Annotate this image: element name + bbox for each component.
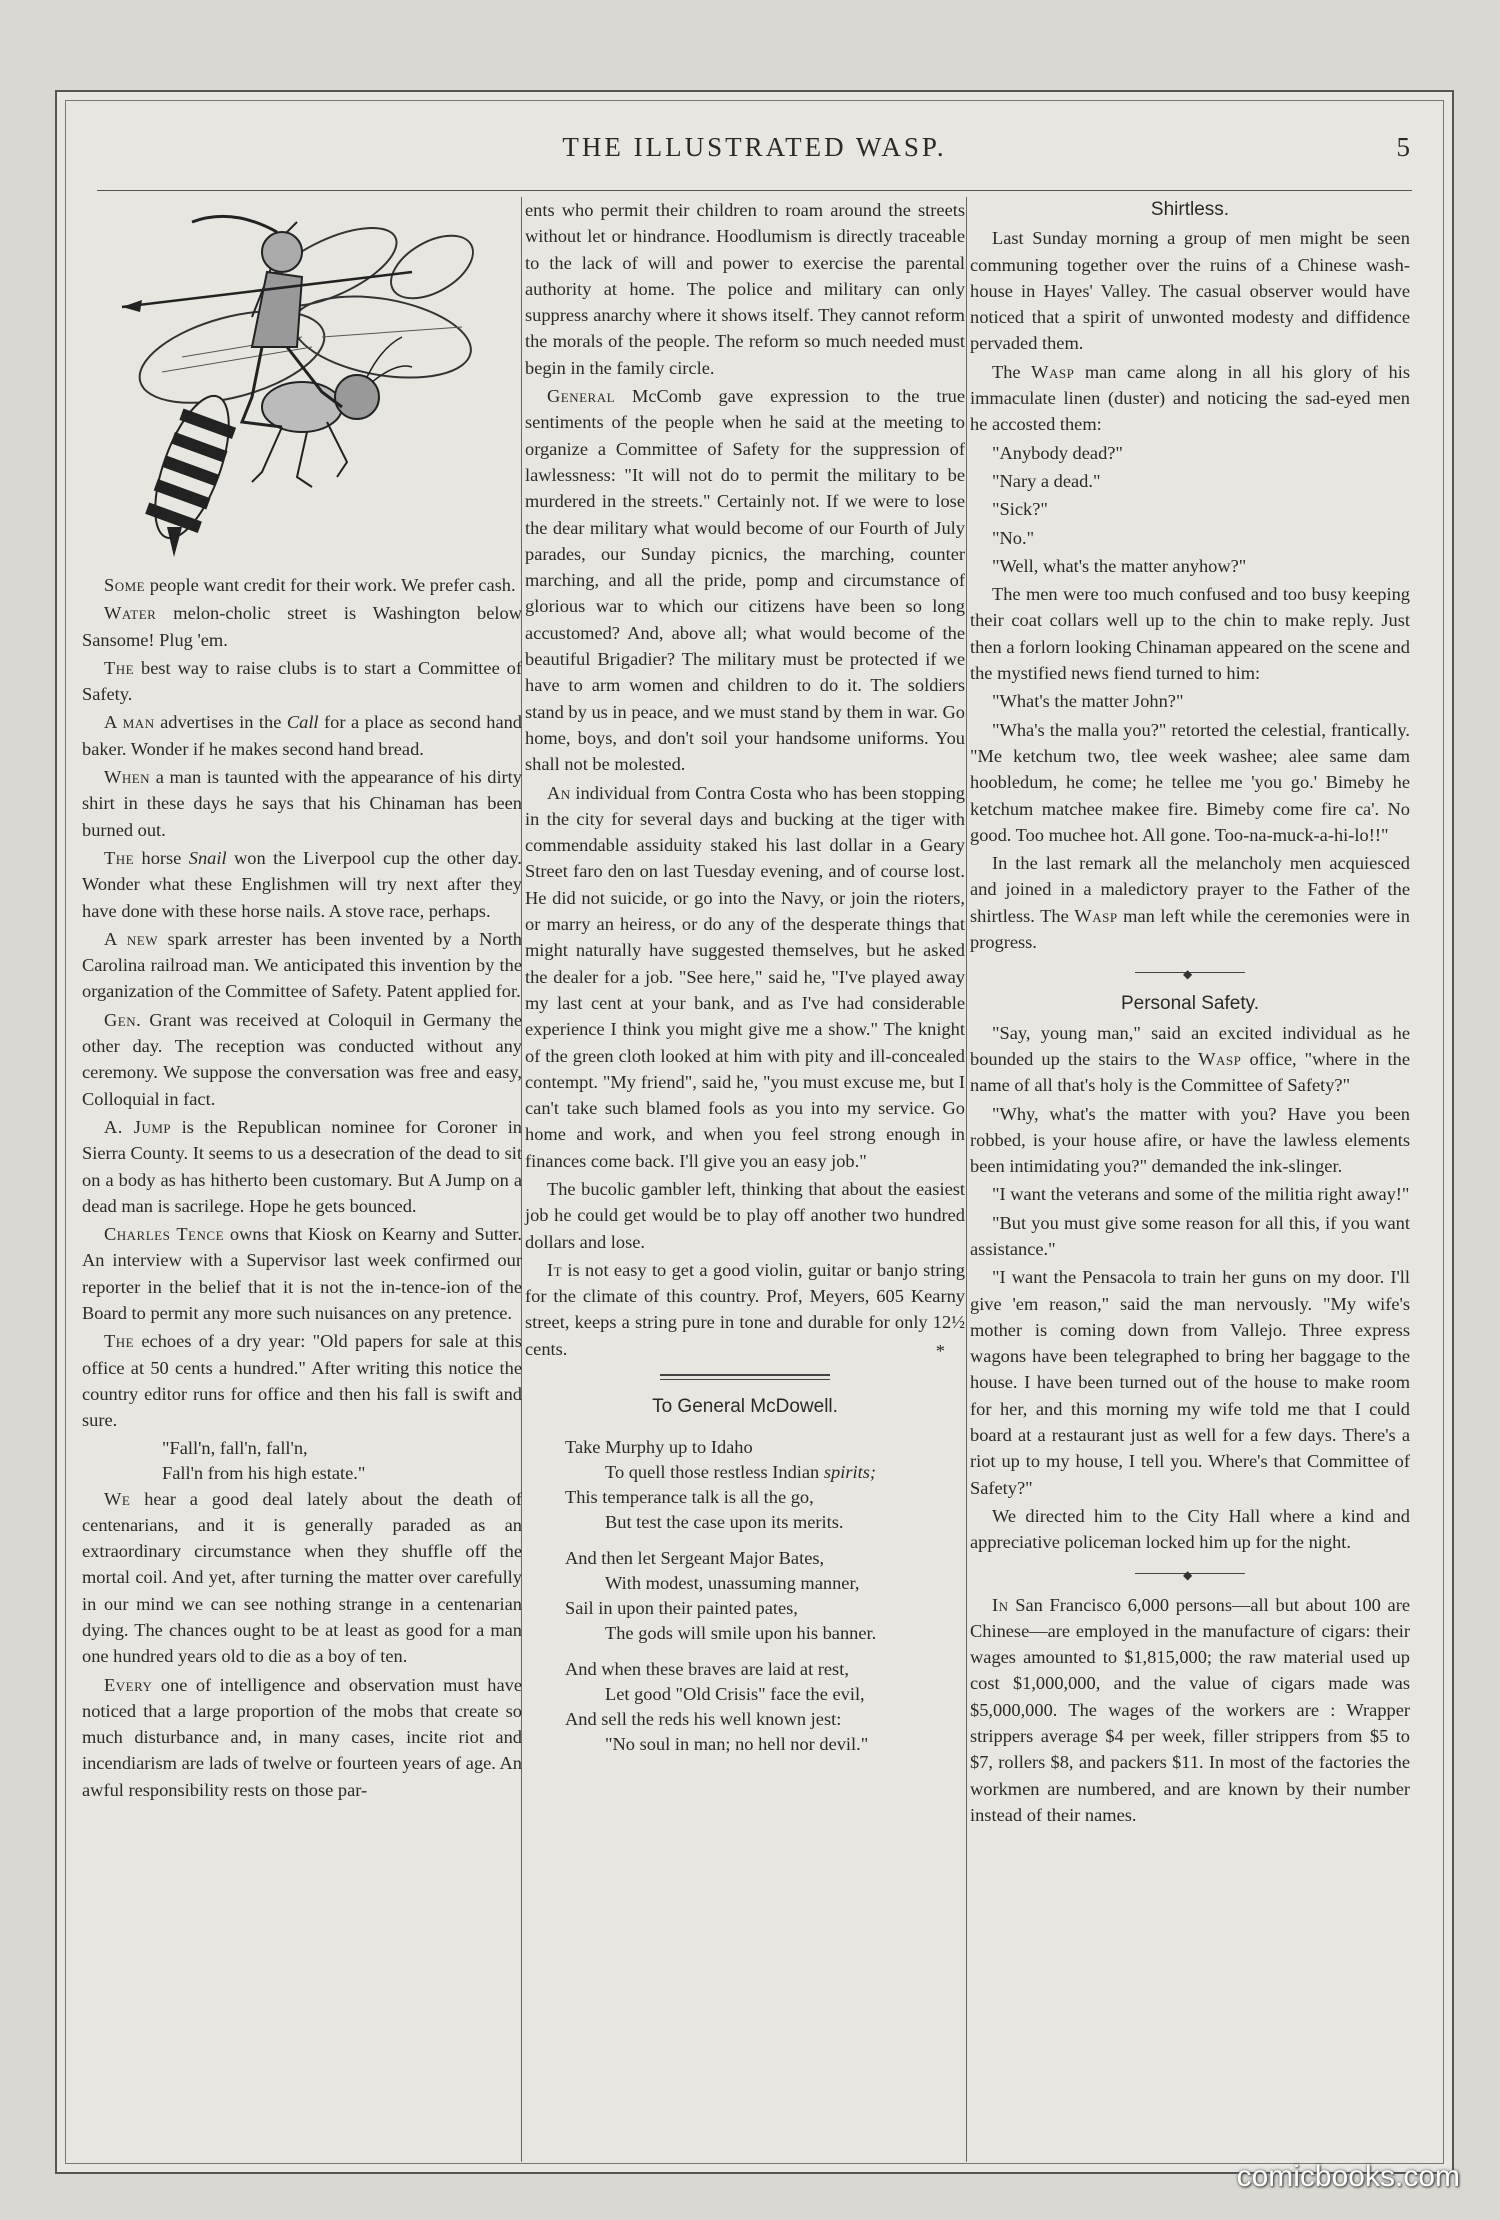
poem-line: "No soul in man; no hell nor devil." xyxy=(605,1733,869,1754)
paragraph-text: "What's the matter John?" xyxy=(992,691,1184,712)
poem-stanza xyxy=(525,1435,965,1535)
page-header-title: THE ILLUSTRATED WASP. xyxy=(562,132,947,162)
paragraph-text: San Francisco 6,000 persons—all but about 100 are Chinese—are employed in the manufacture of cigars: their wages amounted to $1,815,000; the raw material used up cost $1,000,000, and the value of cigars made was $5,000,000. The wages of the workers are : Wrapper strippers average $4 per week, filler strippers from $5 to $7, rollers $8, and packers $11. In most of the factories the workmen are numbered, and are known by their number instead of their names. xyxy=(970,1594,1410,1825)
paragraph xyxy=(82,709,522,762)
paragraph-text-cont: won the Liverpool cup the other day. Wonder what these Englishmen will try next after they have done with these horse nails. A stove race, perhaps. xyxy=(82,847,523,921)
paragraph-lead: A new xyxy=(104,928,158,949)
paragraph-text: "Wha's the malla you?" retorted the celestial, frantically. "Me ketchum two, tlee week washee; alee same dam hoobledum, he come; he tellee me 'you go.' Bimeby he ketchum matchee makee fire. Bimeby come fire ca'. No good. Too muchee hot. All gone. Too-na-muck-a-hi-lo!!" xyxy=(970,719,1410,845)
paragraph-text: individual from Contra Costa who has been stopping in the city for several days and bucking at the tiger with commendable assiduity staked his last dollar in a Geary Street faro den on last Tuesday evening, and of course lost. He did not suicide, or go into the Navy, or join the rioters, or marry an heiress, or do any of the desperate things that might naturally have suggested themselves, but he asked the dealer for a job. "See here," said he, "I've played away my last cent at your bank, and as I've had considerable experience I think you might give me a show." The knight of the green cloth looked at him with pity and ill-concealed contempt. "My friend", said he, "you must excuse me, but I can't take such blamed fools as you into my service. Go home and work, and when you feel strong enough in finances come back. I'll give you an easy job." xyxy=(525,782,965,1171)
paragraph-text: "But you must give some reason for all this, if you want assistance." xyxy=(970,1212,1410,1259)
paragraph-text-cont: office, "where in the name of all that's holy is the Committee of Safety?" xyxy=(970,1048,1410,1096)
paragraph xyxy=(525,383,965,777)
column-1 xyxy=(82,197,522,1805)
paragraph xyxy=(970,468,1410,494)
watermark: comicbooks.com xyxy=(1236,2160,1460,2193)
poem-line: And then let Sergeant Major Bates, xyxy=(565,1547,825,1568)
wasp-rider-illustration xyxy=(82,197,522,567)
poem-line: And sell the reds his well known jest: xyxy=(565,1708,842,1729)
paragraph-text: is the Republican nominee for Coroner in Sierra County. It seems to us a desecration of the dead to sit on a body as has hitherto been customary. But A Jump on a dead man is sacrilege. Hope he gets bounced. xyxy=(82,1116,523,1216)
paragraph-lead: The xyxy=(104,1331,135,1352)
paragraph xyxy=(970,525,1410,551)
paragraph-text: people want credit for their work. We prefer cash. xyxy=(145,575,516,595)
poem-body xyxy=(525,1435,965,1757)
paragraph-text: ents who permit their children to roam around the streets without let or hindrance. Hoodlumism is directly traceable to the lack of will and power to exercise the parental authority at home. The police and military can only suppress anarchy where it shows itself. They cannot reform the morals of the people. The reform so much needed must begin in the family circle. xyxy=(525,200,965,378)
paragraph xyxy=(82,764,522,843)
paragraph-text: Last Sunday morning a group of men might be seen communing together over the ruins of a Chinese wash-house in Hayes' Valley. The casual observer would have noticed that a spirit of unwonted modesty and diffidence pervaded them. xyxy=(970,228,1410,354)
separator-2 xyxy=(1135,1568,1245,1578)
paragraph-text: The xyxy=(992,361,1032,382)
paragraph-text-cont: man left while the ceremonies were in progress. xyxy=(970,905,1411,953)
paragraph xyxy=(82,1221,522,1326)
paragraph-text: melon-cholic street is Washington below Sansome! Plug 'em. xyxy=(82,603,522,650)
paragraph-text: hear a good deal lately about the death of centenarians, and it is generally paraded as an extraordinary circumstance when they shuffle off the mortal coil. And yet, after turning the matter over carefully in our mind we can see nothing strange in a centenarian dying. The chances ought to be at least as good for a man one hundred years old to die as a boy of ten. xyxy=(82,1488,522,1667)
column-2 xyxy=(525,197,965,1768)
paragraph xyxy=(525,1176,965,1255)
paragraph-lead: Gen. xyxy=(104,1009,142,1030)
paragraph-text: echoes of a dry year: "Old papers for sale at this office at 50 cents a hundred." After writing this notice the country editor runs for office and then his fall is swift and sure. xyxy=(82,1331,522,1431)
paragraph-lead: The xyxy=(104,657,135,678)
poem-line: With modest, unassuming manner, xyxy=(605,1572,860,1593)
poem-line: Let good "Old Crisis" face the evil, xyxy=(605,1683,865,1704)
paragraph xyxy=(970,440,1410,466)
paragraph xyxy=(525,197,965,381)
paragraph-text: "Sick?" xyxy=(992,499,1048,520)
paragraph-text: owns that Kiosk on Kearny and Sutter. An interview with a Supervisor last week confirmed our reporter in the belief that it is not the in-tence-ion of the Board to permit any more such nuisances on any pretence. xyxy=(82,1224,522,1324)
article-shirtless-body xyxy=(970,225,1410,955)
paragraph-text: In the last remark all the melancholy men acquiesced and joined in a maledictory prayer to the Father of the shirtless. The xyxy=(970,853,1410,926)
paragraph xyxy=(525,780,965,1174)
paragraph xyxy=(970,359,1410,438)
paragraph xyxy=(82,572,522,598)
column-1-body xyxy=(82,572,522,1803)
paragraph xyxy=(82,926,522,1005)
paragraph-text: The men were too much confused and too busy keeping their coat collars well up to the chin to make reply. Just then a forlorn looking Chinaman appeared on the scene and the mystified news fiend turned to him: xyxy=(970,584,1410,684)
paragraph-text: spark arrester has been invented by a North Carolina railroad man. We anticipated this invention by the organization of the Committee of Safety. Patent applied for. xyxy=(82,928,522,1002)
paragraph xyxy=(970,553,1410,579)
paragraph-text-cont: for a place as second hand baker. Wonder if he makes second hand bread. xyxy=(82,712,523,759)
paragraph-lead: Charles Tence xyxy=(104,1224,225,1245)
paragraph-text-cont: man came along in all his glory of his immaculate linen (duster) and noticing the sad-eyed men he accosted them: xyxy=(970,361,1410,435)
paragraph-text: horse xyxy=(134,847,189,868)
paragraph-text: best way to raise clubs is to start a Committee of Safety. xyxy=(82,657,522,705)
paragraph-lead: An xyxy=(547,782,571,803)
paragraph-smallcaps: Wasp xyxy=(1198,1048,1242,1069)
paragraph xyxy=(970,850,1410,955)
paragraph-text: one of intelligence and observation must have noticed that a large proportion of the mobs that create so much disturbance and, in many cases, incite riot and incendiarism are lads of twelve or fourteen years of age. An awful responsibility rests on those par- xyxy=(82,1674,522,1800)
poem-line: And when these braves are laid at rest, xyxy=(565,1658,849,1679)
column-rule-2 xyxy=(966,197,967,2162)
paragraph xyxy=(82,1007,522,1112)
paragraph xyxy=(82,655,522,708)
poem-stanza xyxy=(525,1546,965,1646)
paragraph-lead: We xyxy=(104,1488,131,1509)
paragraph-lead: When xyxy=(104,767,151,788)
paragraph xyxy=(82,845,522,924)
article-title-personal-safety: Personal Safety. xyxy=(1120,993,1259,1015)
poem-line: This temperance talk is all the go, xyxy=(565,1486,814,1507)
paragraph-text: "I want the veterans and some of the militia right away!" xyxy=(992,1184,1410,1205)
page-number: 5 xyxy=(1396,132,1410,162)
paragraph xyxy=(82,1672,522,1803)
paragraph xyxy=(970,1101,1410,1180)
column-3 xyxy=(970,197,1410,1830)
paragraph-italic: Snail xyxy=(188,847,227,868)
separator-1 xyxy=(1135,967,1245,977)
poem-line: But test the case upon its merits. xyxy=(605,1511,844,1532)
column-2-body xyxy=(525,197,965,1362)
star-mark: * xyxy=(935,1341,945,1362)
paragraph-lead: In xyxy=(992,1594,1009,1615)
paragraph-smallcaps: Wasp xyxy=(1074,905,1118,926)
article-cigars-body xyxy=(970,1592,1410,1829)
separator-double xyxy=(660,1374,830,1380)
paragraph-text: The bucolic gambler left, thinking that about the easiest job he could get would be to play off another two hundred dollars and lose. xyxy=(525,1178,965,1252)
paragraph-text: is not easy to get a good violin, guitar or banjo string for the climate of this country. Prof, Meyers, 605 Kearny street, keeps a string pure in tone and durable for only 12½ cents. xyxy=(525,1259,965,1359)
paragraph xyxy=(970,1503,1410,1556)
paragraph-italic: Call xyxy=(286,712,319,733)
paragraph-lead: A. Jump xyxy=(104,1116,172,1137)
paragraph xyxy=(970,717,1410,848)
article-title-shirtless: Shirtless. xyxy=(1150,199,1230,220)
paragraph xyxy=(82,600,522,653)
paragraph-lead: A man xyxy=(104,712,155,733)
paragraph-text: McComb gave expression to the true sentiments of the people when he said at the meeting to organize a Committee of Safety for the suppression of lawlessness: "It will not do to permit the military to be murdered in the streets." Certainly not. If we were to lose the dear military what would become of our Fourth of July parades, our Sunday picnics, the marching, counter marching, and all the pride, pomp and circumstance of glorious war to which our citizens have been so long accustomed? And, above all; what would become of the beautiful Brigadier? The military must be protected if we have to arm women and children to do it. The soldiers stand by us in peace, and we must stand by them in war. Go home, boys, and don't soil your handsome uniforms. You shall not be molested. xyxy=(525,386,965,775)
poem-line: Sail in upon their painted pates, xyxy=(565,1597,798,1618)
paragraph xyxy=(970,1020,1410,1099)
paragraph-lead: It xyxy=(547,1259,563,1280)
paragraph-smallcaps: Wasp xyxy=(1031,361,1075,382)
paragraph-text: "Well, what's the matter anyhow?" xyxy=(992,555,1247,576)
paragraph-lead: Water xyxy=(104,603,157,624)
paragraph-text: We directed him to the City Hall where a kind and appreciative policeman locked him up for the night. xyxy=(970,1505,1410,1553)
poem-title: To General McDowell. xyxy=(652,1396,838,1418)
paragraph xyxy=(970,1181,1410,1207)
paragraph-lead: Every xyxy=(104,1674,153,1695)
paragraph-lead: Some xyxy=(104,575,146,595)
header-rule xyxy=(97,190,1412,191)
poem-stanza xyxy=(525,1657,965,1757)
paragraph-text: "Why, what's the matter with you? Have you been robbed, is your house afire, or have the lawless elements been intimidating you?" demanded the ink-slinger. xyxy=(970,1103,1410,1177)
paragraph xyxy=(82,1328,522,1433)
paragraph-lead: General xyxy=(547,386,616,407)
page-frame xyxy=(55,90,1454,2174)
paragraph-lead: The xyxy=(104,847,135,868)
paragraph xyxy=(82,1114,522,1219)
paragraph xyxy=(970,225,1410,356)
paragraph-text: "Say, young man," said an excited individual as he bounded up the stairs to the xyxy=(970,1022,1410,1069)
paragraph-text: Grant was received at Coloquil in Germany the other day. The reception was conducted without any ceremony. We suppose the conversation was free and easy, Colloquial in fact. xyxy=(82,1009,522,1109)
paragraph xyxy=(970,1264,1410,1501)
verse-line: Fall'n from his high estate." xyxy=(162,1462,366,1483)
paragraph-text: "Anybody dead?" xyxy=(992,442,1123,463)
poem-line: Take Murphy up to Idaho xyxy=(565,1436,753,1457)
poem-line: The gods will smile upon his banner. xyxy=(605,1622,877,1643)
paragraph-text: "No." xyxy=(992,527,1035,548)
paragraph-text: "Nary a dead." xyxy=(992,470,1101,491)
paragraph-text: a man is taunted with the appearance of his dirty shirt in these days he says that his Chinaman has been burned out. xyxy=(82,767,522,840)
paragraph xyxy=(970,1210,1410,1263)
paragraph xyxy=(970,581,1410,686)
paragraph-text: "I want the Pensacola to train her guns on my door. I'll give 'em reason," said the man nervously. "My wife's mother is coming down from Vallejo. Three express wagons have been telegraphed to bring her baggage to the house. I have been turned out of the house to make room for her, and this morning my wife told me that I could board at a restaurant just as well for a few days. There's a riot up to my house, I tell you. Where's that Committee of Safety?" xyxy=(970,1267,1410,1498)
poem-line: To quell those restless Indian spirits; xyxy=(605,1461,876,1482)
paragraph xyxy=(970,496,1410,522)
verse-line: "Fall'n, fall'n, fall'n, xyxy=(162,1437,308,1458)
paragraph-text: advertises in the xyxy=(154,712,287,733)
article-personal-safety-body xyxy=(970,1020,1410,1556)
paragraph xyxy=(970,1592,1410,1829)
paragraph xyxy=(970,688,1410,714)
paragraph xyxy=(82,1486,522,1670)
